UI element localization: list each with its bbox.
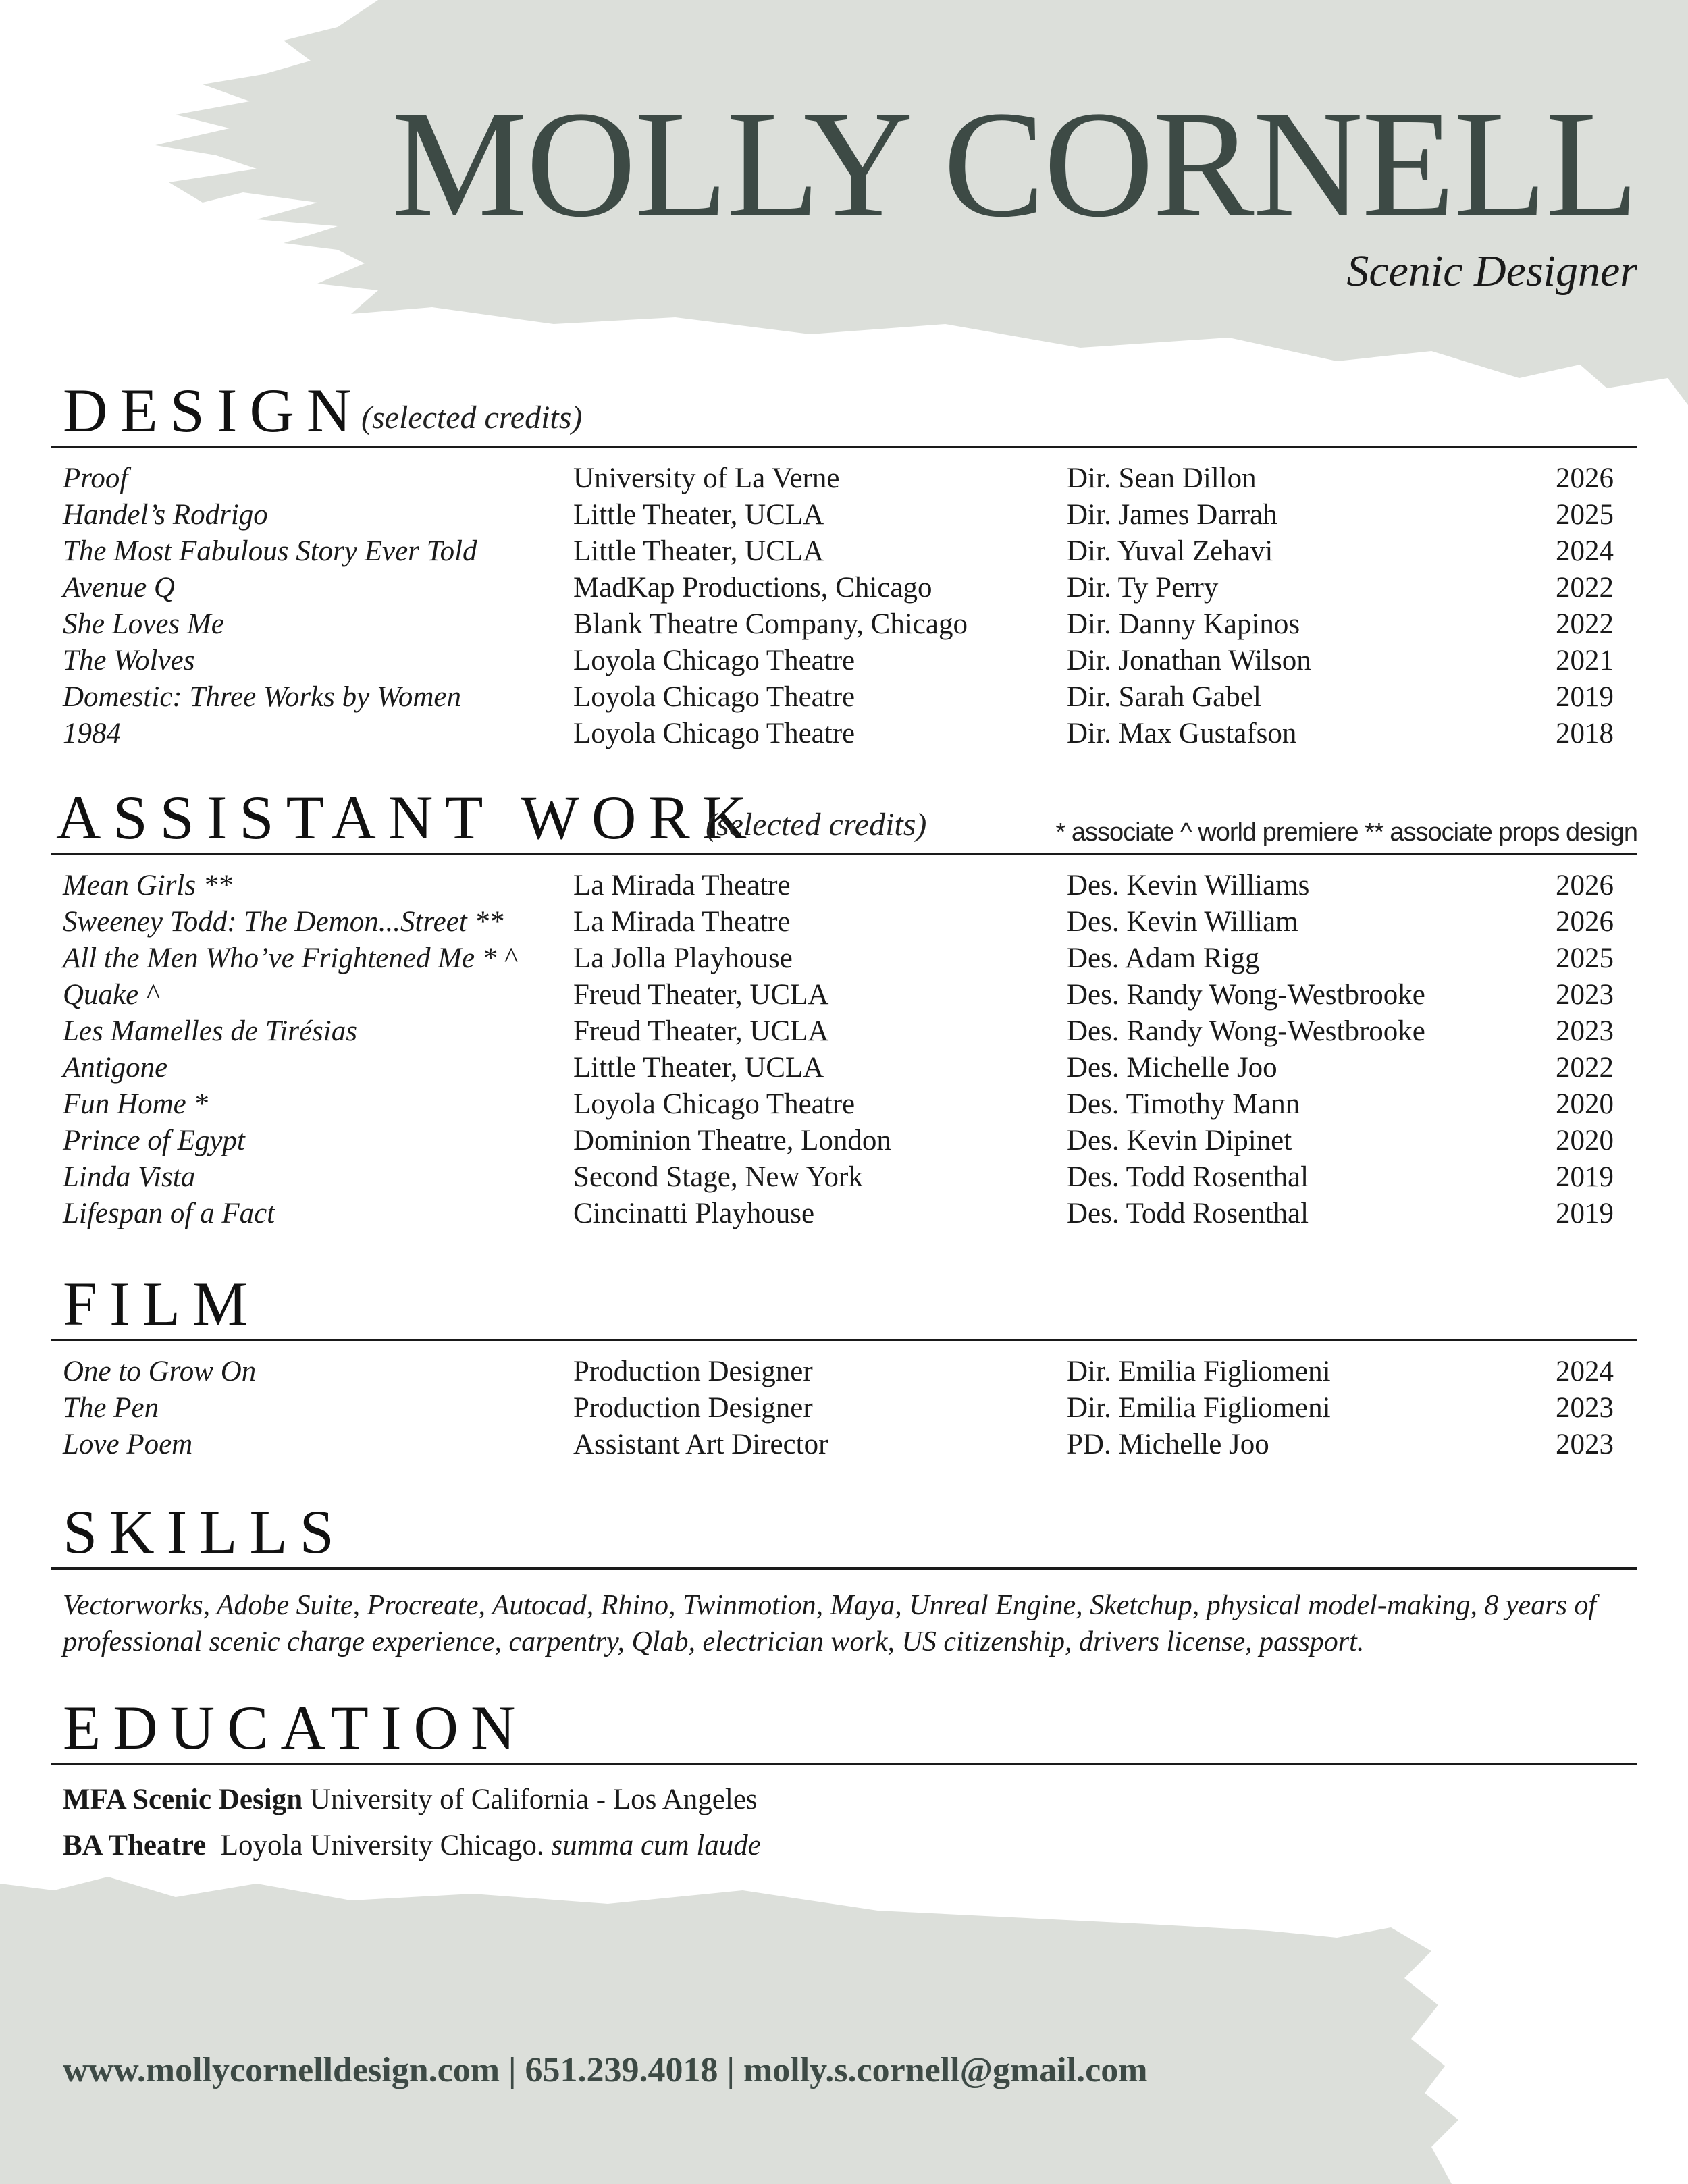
assistant-credits-list <box>51 868 1637 1232</box>
school: University of California - Los Angeles <box>309 1784 758 1815</box>
section-title: SKILLS <box>63 1497 346 1566</box>
degree: MFA Scenic Design <box>63 1784 303 1815</box>
venue: La Mirada Theatre <box>573 906 791 938</box>
section-note: (selected credits) <box>361 400 583 435</box>
year: 2025 <box>1556 942 1614 974</box>
credit-row <box>51 904 1637 940</box>
show-title: Proof <box>63 462 128 494</box>
venue: Little Theater, UCLA <box>573 535 824 567</box>
year: 2023 <box>1556 1429 1614 1460</box>
director: Des. Timothy Mann <box>1067 1088 1300 1120</box>
credit-row <box>51 606 1637 643</box>
section-title: EDUCATION <box>63 1693 528 1762</box>
show-title: The Most Fabulous Story Ever Told <box>63 535 477 567</box>
credit-row <box>51 868 1637 904</box>
credit-row <box>51 1123 1637 1159</box>
year: 2020 <box>1556 1088 1614 1120</box>
applicant-name: MOLLY CORNELL <box>391 80 1637 248</box>
year: 2019 <box>1556 1161 1614 1193</box>
section-header <box>51 376 1637 448</box>
show-title: 1984 <box>63 718 121 749</box>
year: 2026 <box>1556 462 1614 494</box>
show-title: Mean Girls ** <box>63 870 232 901</box>
director: Des. Todd Rosenthal <box>1067 1161 1309 1193</box>
credit-row <box>51 1013 1637 1050</box>
credit-row <box>51 533 1637 570</box>
section-header <box>51 1497 1637 1570</box>
credit-row <box>51 643 1637 679</box>
venue: Freud Theater, UCLA <box>573 1015 829 1047</box>
director: Des. Kevin Dipinet <box>1067 1125 1292 1156</box>
venue: Cincinatti Playhouse <box>573 1198 815 1229</box>
section-header <box>51 1269 1637 1341</box>
education-item <box>51 1782 1637 1818</box>
degree: BA Theatre <box>63 1830 207 1861</box>
show-title: One to Grow On <box>63 1356 257 1387</box>
credit-row <box>51 1086 1637 1123</box>
show-title: The Wolves <box>63 645 195 676</box>
legend: * associate ^ world premiere ** associate props design <box>1055 818 1637 847</box>
show-title: Handel’s Rodrigo <box>63 499 268 531</box>
year: 2025 <box>1556 499 1614 531</box>
school: Loyola University Chicago. <box>220 1830 544 1861</box>
credit-row <box>51 679 1637 716</box>
year: 2019 <box>1556 681 1614 713</box>
section-header <box>51 1693 1637 1765</box>
show-title: Quake ^ <box>63 979 159 1011</box>
education-section <box>51 1693 1637 1864</box>
year: 2018 <box>1556 718 1614 749</box>
brush-stroke-bottom <box>0 1863 1688 2184</box>
job-title: Scenic Designer <box>1346 246 1637 296</box>
director: Dir. Jonathan Wilson <box>1067 645 1311 676</box>
director: Des. Randy Wong-Westbrooke <box>1067 1015 1425 1047</box>
credit-row <box>51 1390 1637 1427</box>
section-header <box>51 783 1637 855</box>
assistant-work-section <box>51 783 1637 1232</box>
venue: Blank Theatre Company, Chicago <box>573 608 968 640</box>
credit-row <box>51 1196 1637 1232</box>
skills-section <box>51 1497 1637 1660</box>
director: Des. Randy Wong-Westbrooke <box>1067 979 1425 1011</box>
venue: University of La Verne <box>573 462 840 494</box>
director: Des. Todd Rosenthal <box>1067 1198 1309 1229</box>
director: Dir. Yuval Zehavi <box>1067 535 1273 567</box>
director: Dir. Sean Dillon <box>1067 462 1257 494</box>
design-section <box>51 376 1637 752</box>
credit-row <box>51 1159 1637 1196</box>
show-title: Lifespan of a Fact <box>63 1198 275 1229</box>
venue: La Jolla Playhouse <box>573 942 793 974</box>
year: 2022 <box>1556 1052 1614 1084</box>
director: Dir. Max Gustafson <box>1067 718 1297 749</box>
year: 2023 <box>1556 979 1614 1011</box>
director: Des. Kevin Williams <box>1067 870 1310 901</box>
venue: Production Designer <box>573 1356 813 1387</box>
year: 2023 <box>1556 1392 1614 1424</box>
director: Dir. Emilia Figliomeni <box>1067 1356 1331 1387</box>
director: PD. Michelle Joo <box>1067 1429 1269 1460</box>
film-section <box>51 1269 1637 1463</box>
show-title: She Loves Me <box>63 608 224 640</box>
credit-row <box>51 1354 1637 1390</box>
contact-footer: www.mollycornelldesign.com | 651.239.4018 | molly.s.cornell@gmail.com <box>63 2051 1148 2089</box>
venue: Loyola Chicago Theatre <box>573 1088 855 1120</box>
skills-text: Vectorworks, Adobe Suite, Procreate, Autocad, Rhino, Twinmotion, Maya, Unreal Engine, Sketchup, physical model-making, 8 years of professional scenic charge experience, carpentry, Qlab, electrician work, US citizenship, drivers license, passport. <box>63 1590 1597 1657</box>
venue: Assistant Art Director <box>573 1429 828 1460</box>
year: 2026 <box>1556 906 1614 938</box>
venue: MadKap Productions, Chicago <box>573 572 932 604</box>
venue: Dominion Theatre, London <box>573 1125 891 1156</box>
section-title: FILM <box>63 1269 260 1338</box>
credit-row <box>51 977 1637 1013</box>
year: 2022 <box>1556 572 1614 604</box>
section-title: DESIGN <box>63 376 364 445</box>
credit-row <box>51 570 1637 606</box>
film-credits-list <box>51 1354 1637 1463</box>
year: 2019 <box>1556 1198 1614 1229</box>
year: 2026 <box>1556 870 1614 901</box>
venue: Loyola Chicago Theatre <box>573 718 855 749</box>
venue: Loyola Chicago Theatre <box>573 645 855 676</box>
director: Des. Adam Rigg <box>1067 942 1260 974</box>
director: Dir. James Darrah <box>1067 499 1277 531</box>
credit-row <box>51 1050 1637 1086</box>
show-title: Avenue Q <box>63 572 175 604</box>
section-title: ASSISTANT WORK <box>56 783 760 852</box>
resume-header <box>391 80 1637 297</box>
show-title: All the Men Who’ve Frightened Me * ^ <box>63 942 517 974</box>
education-item <box>51 1828 1637 1864</box>
director: Dir. Sarah Gabel <box>1067 681 1261 713</box>
year: 2021 <box>1556 645 1614 676</box>
honors: summa cum laude <box>551 1830 761 1861</box>
venue: Second Stage, New York <box>573 1161 863 1193</box>
show-title: Fun Home * <box>63 1088 208 1120</box>
show-title: Domestic: Three Works by Women <box>63 681 461 713</box>
show-title: Linda Vista <box>63 1161 196 1193</box>
year: 2020 <box>1556 1125 1614 1156</box>
director: Dir. Ty Perry <box>1067 572 1219 604</box>
year: 2023 <box>1556 1015 1614 1047</box>
venue: La Mirada Theatre <box>573 870 791 901</box>
credit-row <box>51 940 1637 977</box>
design-credits-list <box>51 460 1637 752</box>
venue: Freud Theater, UCLA <box>573 979 829 1011</box>
show-title: Les Mamelles de Tirésias <box>63 1015 357 1047</box>
year: 2022 <box>1556 608 1614 640</box>
venue: Little Theater, UCLA <box>573 1052 824 1084</box>
credit-row <box>51 460 1637 497</box>
show-title: The Pen <box>63 1392 159 1424</box>
director: Des. Kevin William <box>1067 906 1298 938</box>
venue: Loyola Chicago Theatre <box>573 681 855 713</box>
show-title: Prince of Egypt <box>63 1125 245 1156</box>
credit-row <box>51 497 1637 533</box>
director: Des. Michelle Joo <box>1067 1052 1277 1084</box>
year: 2024 <box>1556 1356 1614 1387</box>
director: Dir. Emilia Figliomeni <box>1067 1392 1331 1424</box>
credit-row <box>51 716 1637 752</box>
year: 2024 <box>1556 535 1614 567</box>
show-title: Antigone <box>63 1052 168 1084</box>
show-title: Love Poem <box>63 1429 193 1460</box>
director: Dir. Danny Kapinos <box>1067 608 1300 640</box>
venue: Little Theater, UCLA <box>573 499 824 531</box>
show-title: Sweeney Todd: The Demon...Street ** <box>63 906 504 938</box>
credit-row <box>51 1427 1637 1463</box>
section-note: (selected credits) <box>706 807 927 843</box>
venue: Production Designer <box>573 1392 813 1424</box>
